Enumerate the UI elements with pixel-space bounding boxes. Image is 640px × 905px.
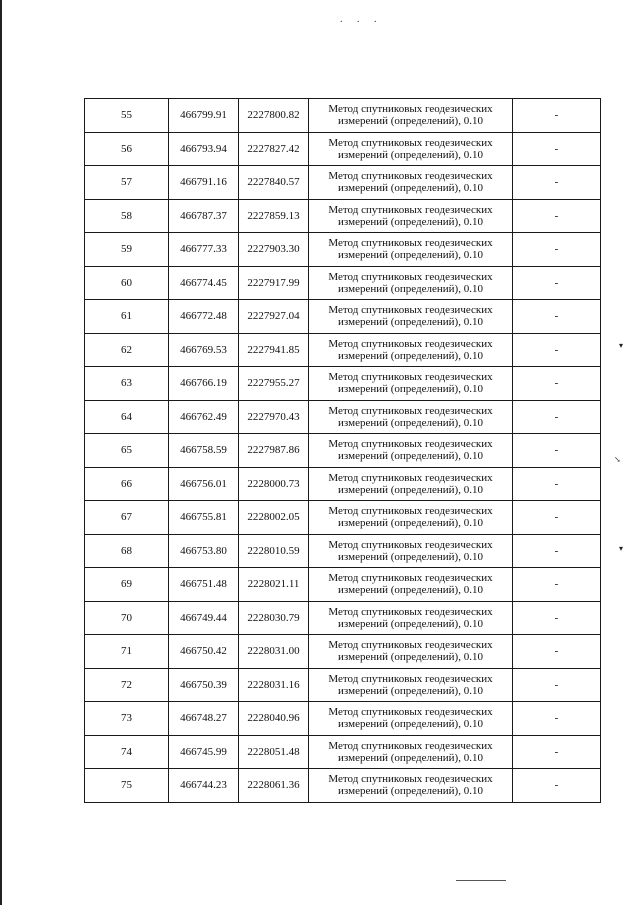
method-cell bbox=[309, 266, 513, 300]
method-line-1: Метод спутниковых геодезических bbox=[328, 773, 493, 786]
method-line-2: измерений (определений), 0.10 bbox=[338, 483, 483, 496]
method-cell bbox=[309, 467, 513, 501]
method-line-1: Метод спутниковых геодезических bbox=[328, 706, 493, 719]
dash-cell: - bbox=[513, 132, 601, 166]
method-cell bbox=[309, 367, 513, 401]
method-line-1: Метод спутниковых геодезических bbox=[328, 203, 493, 216]
header-dots: . . . bbox=[340, 14, 383, 25]
y-coordinate-cell: 2228031.00 bbox=[239, 635, 309, 669]
method-cell bbox=[309, 333, 513, 367]
scan-edge-line bbox=[0, 0, 2, 905]
x-coordinate-cell: 466748.27 bbox=[169, 702, 239, 736]
method-line-1: Метод спутниковых геодезических bbox=[328, 170, 493, 183]
y-coordinate-cell: 2228021.11 bbox=[239, 568, 309, 602]
method-line-2: измерений (определений), 0.10 bbox=[338, 249, 483, 262]
method-cell bbox=[309, 668, 513, 702]
table-row bbox=[85, 166, 601, 200]
y-coordinate-cell: 2228031.16 bbox=[239, 668, 309, 702]
y-coordinate-cell: 2227955.27 bbox=[239, 367, 309, 401]
method-line-1: Метод спутниковых геодезических bbox=[328, 103, 493, 116]
table-row bbox=[85, 333, 601, 367]
point-number-cell: 70 bbox=[85, 601, 169, 635]
dash-cell: - bbox=[513, 434, 601, 468]
table-row bbox=[85, 668, 601, 702]
method-line-1: Метод спутниковых геодезических bbox=[328, 505, 493, 518]
point-number-cell: 73 bbox=[85, 702, 169, 736]
x-coordinate-cell: 466756.01 bbox=[169, 467, 239, 501]
table-row bbox=[85, 735, 601, 769]
x-coordinate-cell: 466787.37 bbox=[169, 199, 239, 233]
point-number-cell: 75 bbox=[85, 769, 169, 803]
x-coordinate-cell: 466751.48 bbox=[169, 568, 239, 602]
method-line-2: измерений (определений), 0.10 bbox=[338, 684, 483, 697]
x-coordinate-cell: 466772.48 bbox=[169, 300, 239, 334]
y-coordinate-cell: 2228061.36 bbox=[239, 769, 309, 803]
dash-cell: - bbox=[513, 300, 601, 334]
method-cell bbox=[309, 233, 513, 267]
table-row bbox=[85, 99, 601, 133]
method-cell bbox=[309, 635, 513, 669]
y-coordinate-cell: 2227917.99 bbox=[239, 266, 309, 300]
dash-cell: - bbox=[513, 735, 601, 769]
method-cell bbox=[309, 400, 513, 434]
dash-cell: - bbox=[513, 601, 601, 635]
bottom-rule bbox=[456, 880, 506, 881]
x-coordinate-cell: 466799.91 bbox=[169, 99, 239, 133]
point-number-cell: 65 bbox=[85, 434, 169, 468]
point-number-cell: 67 bbox=[85, 501, 169, 535]
table-row bbox=[85, 501, 601, 535]
dash-cell: - bbox=[513, 266, 601, 300]
x-coordinate-cell: 466749.44 bbox=[169, 601, 239, 635]
method-cell bbox=[309, 735, 513, 769]
method-line-1: Метод спутниковых геодезических bbox=[328, 438, 493, 451]
table-row bbox=[85, 400, 601, 434]
table-row bbox=[85, 601, 601, 635]
dash-cell: - bbox=[513, 233, 601, 267]
method-line-1: Метод спутниковых геодезических bbox=[328, 639, 493, 652]
table-row bbox=[85, 434, 601, 468]
method-line-2: измерений (определений), 0.10 bbox=[338, 785, 483, 798]
y-coordinate-cell: 2228030.79 bbox=[239, 601, 309, 635]
method-line-1: Метод спутниковых геодезических bbox=[328, 371, 493, 384]
method-cell bbox=[309, 199, 513, 233]
method-line-2: измерений (определений), 0.10 bbox=[338, 215, 483, 228]
method-line-1: Метод спутниковых геодезических bbox=[328, 572, 493, 585]
method-cell bbox=[309, 99, 513, 133]
dash-cell: - bbox=[513, 769, 601, 803]
point-number-cell: 74 bbox=[85, 735, 169, 769]
table-row bbox=[85, 702, 601, 736]
x-coordinate-cell: 466762.49 bbox=[169, 400, 239, 434]
y-coordinate-cell: 2227800.82 bbox=[239, 99, 309, 133]
table-row bbox=[85, 568, 601, 602]
table-row bbox=[85, 233, 601, 267]
point-number-cell: 63 bbox=[85, 367, 169, 401]
method-line-1: Метод спутниковых геодезических bbox=[328, 605, 493, 618]
y-coordinate-cell: 2227827.42 bbox=[239, 132, 309, 166]
method-line-1: Метод спутниковых геодезических bbox=[328, 404, 493, 417]
dash-cell: - bbox=[513, 400, 601, 434]
dash-cell: - bbox=[513, 534, 601, 568]
point-number-cell: 58 bbox=[85, 199, 169, 233]
y-coordinate-cell: 2227903.30 bbox=[239, 233, 309, 267]
method-line-2: измерений (определений), 0.10 bbox=[338, 316, 483, 329]
table-row bbox=[85, 266, 601, 300]
table-row bbox=[85, 769, 601, 803]
scan-mark: ▾ bbox=[619, 341, 624, 350]
dash-cell: - bbox=[513, 702, 601, 736]
y-coordinate-cell: 2228000.73 bbox=[239, 467, 309, 501]
x-coordinate-cell: 466793.94 bbox=[169, 132, 239, 166]
y-coordinate-cell: 2227859.13 bbox=[239, 199, 309, 233]
method-cell bbox=[309, 601, 513, 635]
method-line-2: измерений (определений), 0.10 bbox=[338, 651, 483, 664]
point-number-cell: 57 bbox=[85, 166, 169, 200]
method-cell bbox=[309, 568, 513, 602]
table-row bbox=[85, 367, 601, 401]
x-coordinate-cell: 466755.81 bbox=[169, 501, 239, 535]
y-coordinate-cell: 2227927.04 bbox=[239, 300, 309, 334]
y-coordinate-cell: 2228040.96 bbox=[239, 702, 309, 736]
method-line-2: измерений (определений), 0.10 bbox=[338, 383, 483, 396]
dash-cell: - bbox=[513, 166, 601, 200]
method-line-1: Метод спутниковых геодезических bbox=[328, 538, 493, 551]
point-number-cell: 72 bbox=[85, 668, 169, 702]
dash-cell: - bbox=[513, 99, 601, 133]
method-line-2: измерений (определений), 0.10 bbox=[338, 148, 483, 161]
y-coordinate-cell: 2228010.59 bbox=[239, 534, 309, 568]
method-line-2: измерений (определений), 0.10 bbox=[338, 450, 483, 463]
method-line-1: Метод спутниковых геодезических bbox=[328, 136, 493, 149]
method-line-1: Метод спутниковых геодезических bbox=[328, 471, 493, 484]
method-line-1: Метод спутниковых геодезических bbox=[328, 304, 493, 317]
method-cell bbox=[309, 534, 513, 568]
table-row bbox=[85, 132, 601, 166]
point-number-cell: 64 bbox=[85, 400, 169, 434]
method-cell bbox=[309, 501, 513, 535]
method-line-1: Метод спутниковых геодезических bbox=[328, 237, 493, 250]
method-line-2: измерений (определений), 0.10 bbox=[338, 115, 483, 128]
table-row bbox=[85, 635, 601, 669]
method-line-2: измерений (определений), 0.10 bbox=[338, 349, 483, 362]
method-line-2: измерений (определений), 0.10 bbox=[338, 584, 483, 597]
dash-cell: - bbox=[513, 568, 601, 602]
method-line-1: Метод спутниковых геодезических bbox=[328, 270, 493, 283]
table-row bbox=[85, 467, 601, 501]
x-coordinate-cell: 466750.42 bbox=[169, 635, 239, 669]
method-cell bbox=[309, 769, 513, 803]
dash-cell: - bbox=[513, 333, 601, 367]
x-coordinate-cell: 466745.99 bbox=[169, 735, 239, 769]
method-line-2: измерений (определений), 0.10 bbox=[338, 550, 483, 563]
dash-cell: - bbox=[513, 635, 601, 669]
method-line-1: Метод спутниковых геодезических bbox=[328, 672, 493, 685]
coordinates-table bbox=[84, 98, 601, 803]
point-number-cell: 60 bbox=[85, 266, 169, 300]
point-number-cell: 56 bbox=[85, 132, 169, 166]
method-line-2: измерений (определений), 0.10 bbox=[338, 182, 483, 195]
point-number-cell: 62 bbox=[85, 333, 169, 367]
x-coordinate-cell: 466750.39 bbox=[169, 668, 239, 702]
method-cell bbox=[309, 702, 513, 736]
table-row bbox=[85, 300, 601, 334]
method-cell bbox=[309, 300, 513, 334]
method-cell bbox=[309, 166, 513, 200]
dash-cell: - bbox=[513, 367, 601, 401]
point-number-cell: 55 bbox=[85, 99, 169, 133]
method-cell bbox=[309, 132, 513, 166]
method-line-2: измерений (определений), 0.10 bbox=[338, 416, 483, 429]
x-coordinate-cell: 466766.19 bbox=[169, 367, 239, 401]
x-coordinate-cell: 466753.80 bbox=[169, 534, 239, 568]
table-row bbox=[85, 534, 601, 568]
dash-cell: - bbox=[513, 199, 601, 233]
y-coordinate-cell: 2228051.48 bbox=[239, 735, 309, 769]
x-coordinate-cell: 466791.16 bbox=[169, 166, 239, 200]
y-coordinate-cell: 2227970.43 bbox=[239, 400, 309, 434]
point-number-cell: 71 bbox=[85, 635, 169, 669]
point-number-cell: 59 bbox=[85, 233, 169, 267]
coordinates-table-body bbox=[85, 99, 601, 803]
x-coordinate-cell: 466774.45 bbox=[169, 266, 239, 300]
scan-mark: ↘ bbox=[614, 455, 621, 464]
dash-cell: - bbox=[513, 467, 601, 501]
dash-cell: - bbox=[513, 501, 601, 535]
x-coordinate-cell: 466744.23 bbox=[169, 769, 239, 803]
y-coordinate-cell: 2227840.57 bbox=[239, 166, 309, 200]
method-line-2: измерений (определений), 0.10 bbox=[338, 282, 483, 295]
point-number-cell: 61 bbox=[85, 300, 169, 334]
x-coordinate-cell: 466758.59 bbox=[169, 434, 239, 468]
y-coordinate-cell: 2227941.85 bbox=[239, 333, 309, 367]
point-number-cell: 68 bbox=[85, 534, 169, 568]
x-coordinate-cell: 466769.53 bbox=[169, 333, 239, 367]
x-coordinate-cell: 466777.33 bbox=[169, 233, 239, 267]
method-line-2: измерений (определений), 0.10 bbox=[338, 517, 483, 530]
method-cell bbox=[309, 434, 513, 468]
y-coordinate-cell: 2228002.05 bbox=[239, 501, 309, 535]
method-line-2: измерений (определений), 0.10 bbox=[338, 718, 483, 731]
table-row bbox=[85, 199, 601, 233]
method-line-2: измерений (определений), 0.10 bbox=[338, 617, 483, 630]
dash-cell: - bbox=[513, 668, 601, 702]
point-number-cell: 69 bbox=[85, 568, 169, 602]
y-coordinate-cell: 2227987.86 bbox=[239, 434, 309, 468]
point-number-cell: 66 bbox=[85, 467, 169, 501]
method-line-1: Метод спутниковых геодезических bbox=[328, 337, 493, 350]
method-line-1: Метод спутниковых геодезических bbox=[328, 739, 493, 752]
scan-mark: ▾ bbox=[619, 544, 624, 553]
method-line-2: измерений (определений), 0.10 bbox=[338, 751, 483, 764]
